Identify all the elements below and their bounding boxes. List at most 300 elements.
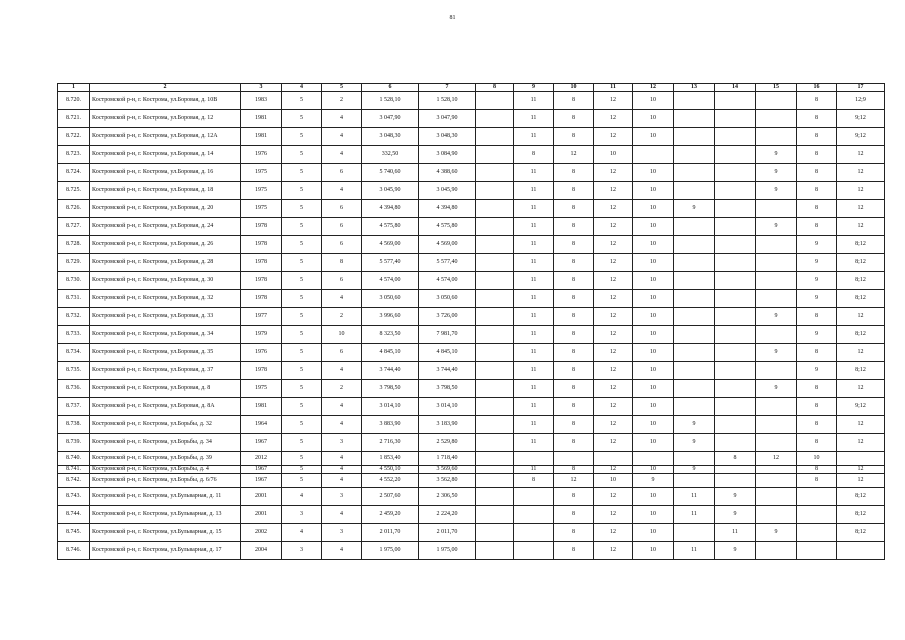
table-cell bbox=[674, 146, 715, 164]
table-cell: 8 bbox=[322, 254, 362, 272]
table-cell: 8 bbox=[715, 452, 756, 466]
table-cell: 2 459,20 bbox=[362, 506, 419, 524]
table-cell bbox=[756, 542, 797, 560]
table-cell: 12;9 bbox=[837, 92, 885, 110]
table-cell: 3 050,60 bbox=[362, 290, 419, 308]
table-cell: 4 bbox=[322, 398, 362, 416]
table-cell: 1 975,00 bbox=[362, 542, 419, 560]
address-cell: Костромской р-н, г. Кострома, ул.Борьбы, д. 4 bbox=[90, 466, 241, 474]
table-cell: 8 bbox=[797, 182, 837, 200]
table-cell: 1978 bbox=[241, 218, 282, 236]
table-cell: 12 bbox=[594, 218, 633, 236]
table-cell: 10 bbox=[594, 474, 633, 488]
table-cell: 2 bbox=[322, 380, 362, 398]
table-cell: 332,50 bbox=[362, 146, 419, 164]
table-cell: 10 bbox=[633, 326, 674, 344]
table-cell: 3 996,60 bbox=[362, 308, 419, 326]
row-number-cell: 8.735. bbox=[58, 362, 90, 380]
address-cell: Костромской р-н, г. Кострома, ул.Бульварная, д. 15 bbox=[90, 524, 241, 542]
table-cell: 9;12 bbox=[837, 398, 885, 416]
table-cell: 5 bbox=[282, 308, 322, 326]
row-number-cell: 8.738. bbox=[58, 416, 90, 434]
table-cell: 1964 bbox=[241, 416, 282, 434]
table-cell: 1975 bbox=[241, 200, 282, 218]
address-cell: Костромской р-н, г. Кострома, ул.Боровая, д. 32 bbox=[90, 290, 241, 308]
table-cell: 4 bbox=[322, 466, 362, 474]
table-cell bbox=[476, 200, 514, 218]
table-cell: 5 bbox=[282, 128, 322, 146]
table-cell: 9 bbox=[756, 344, 797, 362]
table-row bbox=[58, 218, 885, 236]
table-cell: 8 bbox=[797, 474, 837, 488]
table-cell: 8 bbox=[797, 110, 837, 128]
table-cell: 1975 bbox=[241, 182, 282, 200]
table-cell: 3 014,10 bbox=[362, 398, 419, 416]
table-cell: 8 bbox=[554, 128, 594, 146]
table-cell: 10 bbox=[633, 488, 674, 506]
table-row bbox=[58, 416, 885, 434]
address-cell: Костромской р-н, г. Кострома, ул.Бульварная, д. 17 bbox=[90, 542, 241, 560]
row-number-cell: 8.723. bbox=[58, 146, 90, 164]
table-cell: 3 744,40 bbox=[362, 362, 419, 380]
table-cell: 8 bbox=[554, 272, 594, 290]
table-cell: 8;12 bbox=[837, 290, 885, 308]
table-cell: 3 048,30 bbox=[362, 128, 419, 146]
column-header: 17 bbox=[837, 84, 885, 92]
table-cell: 12 bbox=[837, 218, 885, 236]
table-cell: 10 bbox=[633, 236, 674, 254]
row-number-cell: 8.742. bbox=[58, 474, 90, 488]
table-cell: 11 bbox=[514, 254, 554, 272]
table-cell bbox=[756, 200, 797, 218]
table-cell: 9 bbox=[674, 416, 715, 434]
table-cell: 5 bbox=[282, 200, 322, 218]
address-cell: Костромской р-н, г. Кострома, ул.Боровая, д. 35 bbox=[90, 344, 241, 362]
table-cell: 10 bbox=[633, 218, 674, 236]
table-cell bbox=[756, 236, 797, 254]
table-cell: 8 bbox=[554, 398, 594, 416]
table-cell: 4 bbox=[322, 506, 362, 524]
table-cell: 8;12 bbox=[837, 506, 885, 524]
table-cell: 1 975,00 bbox=[419, 542, 476, 560]
table-cell: 10 bbox=[633, 200, 674, 218]
column-header: 4 bbox=[282, 84, 322, 92]
table-row bbox=[58, 326, 885, 344]
table-cell: 9 bbox=[797, 272, 837, 290]
table-cell: 8 bbox=[554, 362, 594, 380]
address-cell: Костромской р-н, г. Кострома, ул.Боровая, д. 12А bbox=[90, 128, 241, 146]
address-cell: Костромской р-н, г. Кострома, ул.Боровая, д. 18 bbox=[90, 182, 241, 200]
table-cell: 11 bbox=[514, 92, 554, 110]
table-cell bbox=[476, 110, 514, 128]
table-cell: 9 bbox=[797, 290, 837, 308]
row-number-cell: 8.733. bbox=[58, 326, 90, 344]
table-cell: 5 bbox=[282, 452, 322, 466]
table-cell: 5 bbox=[282, 182, 322, 200]
table-cell: 1 528,10 bbox=[419, 92, 476, 110]
table-cell: 11 bbox=[514, 110, 554, 128]
table-cell bbox=[476, 474, 514, 488]
table-cell bbox=[674, 254, 715, 272]
table-cell: 10 bbox=[633, 128, 674, 146]
column-header: 13 bbox=[674, 84, 715, 92]
table-cell: 3 047,90 bbox=[419, 110, 476, 128]
table-cell: 2 bbox=[322, 92, 362, 110]
table-cell: 2 529,80 bbox=[419, 434, 476, 452]
table-cell: 5 577,40 bbox=[419, 254, 476, 272]
row-number-cell: 8.740. bbox=[58, 452, 90, 466]
table-cell: 12 bbox=[756, 452, 797, 466]
table-cell: 12 bbox=[594, 290, 633, 308]
table-cell: 12 bbox=[837, 416, 885, 434]
table-row bbox=[58, 434, 885, 452]
table-cell: 1976 bbox=[241, 146, 282, 164]
table-cell bbox=[554, 452, 594, 466]
table-cell bbox=[674, 128, 715, 146]
table-cell: 12 bbox=[594, 182, 633, 200]
table-cell: 8;12 bbox=[837, 488, 885, 506]
table-cell: 10 bbox=[633, 416, 674, 434]
row-number-cell: 8.721. bbox=[58, 110, 90, 128]
table-cell bbox=[476, 164, 514, 182]
table-row bbox=[58, 164, 885, 182]
table-cell: 4 569,00 bbox=[362, 236, 419, 254]
table-cell: 11 bbox=[674, 506, 715, 524]
table-cell: 10 bbox=[322, 326, 362, 344]
table-cell: 3 183,90 bbox=[419, 416, 476, 434]
row-number-cell: 8.731. bbox=[58, 290, 90, 308]
table-cell bbox=[674, 344, 715, 362]
table-cell bbox=[674, 272, 715, 290]
table-cell: 11 bbox=[514, 398, 554, 416]
table-cell: 12 bbox=[594, 380, 633, 398]
table-cell bbox=[674, 474, 715, 488]
table-cell: 1967 bbox=[241, 434, 282, 452]
table-cell: 12 bbox=[594, 326, 633, 344]
table-cell: 1975 bbox=[241, 380, 282, 398]
table-cell: 10 bbox=[633, 524, 674, 542]
table-cell: 8 bbox=[554, 218, 594, 236]
table-cell: 12 bbox=[554, 146, 594, 164]
table-cell: 12 bbox=[594, 110, 633, 128]
table-cell bbox=[476, 146, 514, 164]
table-cell: 8 bbox=[554, 466, 594, 474]
table-cell: 4 bbox=[322, 128, 362, 146]
table-cell bbox=[715, 326, 756, 344]
table-cell bbox=[797, 506, 837, 524]
table-cell: 8 bbox=[554, 236, 594, 254]
table-cell: 5 bbox=[282, 236, 322, 254]
table-row bbox=[58, 272, 885, 290]
table-cell: 4 550,10 bbox=[362, 466, 419, 474]
column-header: 9 bbox=[514, 84, 554, 92]
table-cell: 8 bbox=[554, 200, 594, 218]
table-cell: 12 bbox=[594, 416, 633, 434]
table-cell: 4 bbox=[322, 110, 362, 128]
table-cell: 4 575,80 bbox=[419, 218, 476, 236]
table-cell: 8 bbox=[797, 344, 837, 362]
table-cell: 8 bbox=[554, 506, 594, 524]
table-cell bbox=[715, 344, 756, 362]
table-cell: 8 bbox=[554, 434, 594, 452]
table-cell: 11 bbox=[514, 128, 554, 146]
table-cell: 4 574,00 bbox=[362, 272, 419, 290]
table-cell: 12 bbox=[594, 254, 633, 272]
table-cell bbox=[476, 542, 514, 560]
table-cell: 5 bbox=[282, 380, 322, 398]
table-cell: 12 bbox=[594, 164, 633, 182]
table-cell: 8;12 bbox=[837, 236, 885, 254]
column-header: 11 bbox=[594, 84, 633, 92]
table-cell: 4 845,10 bbox=[362, 344, 419, 362]
address-cell: Костромской р-н, г. Кострома, ул.Боровая, д. 10В bbox=[90, 92, 241, 110]
table-cell: 10 bbox=[633, 506, 674, 524]
table-cell: 12 bbox=[594, 466, 633, 474]
table-cell: 3 562,80 bbox=[419, 474, 476, 488]
table-cell bbox=[756, 398, 797, 416]
table-cell: 11 bbox=[514, 344, 554, 362]
table-cell bbox=[797, 524, 837, 542]
table-cell: 8 bbox=[554, 254, 594, 272]
table-cell bbox=[756, 506, 797, 524]
table-cell: 12 bbox=[594, 434, 633, 452]
table-cell: 5 577,40 bbox=[362, 254, 419, 272]
table-cell: 10 bbox=[633, 466, 674, 474]
column-header: 6 bbox=[362, 84, 419, 92]
table-cell: 8 bbox=[797, 218, 837, 236]
table-cell bbox=[756, 466, 797, 474]
table-cell: 4 bbox=[282, 524, 322, 542]
table-cell: 8 bbox=[514, 474, 554, 488]
address-cell: Костромской р-н, г. Кострома, ул.Боровая, д. 8 bbox=[90, 380, 241, 398]
table-cell: 10 bbox=[594, 146, 633, 164]
address-cell: Костромской р-н, г. Кострома, ул.Боровая, д. 16 bbox=[90, 164, 241, 182]
table-cell: 8 bbox=[797, 164, 837, 182]
table-cell: 10 bbox=[633, 362, 674, 380]
table-cell: 11 bbox=[674, 488, 715, 506]
column-header: 1 bbox=[58, 84, 90, 92]
table-cell: 1978 bbox=[241, 290, 282, 308]
table-cell bbox=[674, 290, 715, 308]
table-cell bbox=[715, 308, 756, 326]
table-cell: 12 bbox=[594, 344, 633, 362]
address-cell: Костромской р-н, г. Кострома, ул.Боровая, д. 26 bbox=[90, 236, 241, 254]
table-cell: 8 bbox=[797, 92, 837, 110]
table-cell: 4 552,20 bbox=[362, 474, 419, 488]
table-cell: 5 bbox=[282, 434, 322, 452]
table-cell: 8 bbox=[797, 380, 837, 398]
table-cell: 6 bbox=[322, 200, 362, 218]
table-cell bbox=[715, 92, 756, 110]
table-cell bbox=[476, 326, 514, 344]
table-cell: 8;12 bbox=[837, 326, 885, 344]
table-cell: 12 bbox=[594, 128, 633, 146]
table-cell: 3 798,50 bbox=[419, 380, 476, 398]
table-cell: 4 574,00 bbox=[419, 272, 476, 290]
row-number-cell: 8.744. bbox=[58, 506, 90, 524]
table-cell: 9 bbox=[756, 218, 797, 236]
table-cell bbox=[476, 254, 514, 272]
table-cell: 10 bbox=[633, 398, 674, 416]
table-cell: 11 bbox=[715, 524, 756, 542]
column-header: 7 bbox=[419, 84, 476, 92]
table-cell: 12 bbox=[594, 362, 633, 380]
page-number: 81 bbox=[449, 15, 456, 21]
table-cell bbox=[476, 290, 514, 308]
table-cell bbox=[514, 506, 554, 524]
table-cell bbox=[674, 182, 715, 200]
table-cell bbox=[756, 128, 797, 146]
table-cell: 9 bbox=[756, 308, 797, 326]
table-cell: 11 bbox=[514, 290, 554, 308]
table-cell: 5 bbox=[282, 146, 322, 164]
housing-registry-table bbox=[57, 83, 885, 560]
table-row bbox=[58, 488, 885, 506]
table-row bbox=[58, 542, 885, 560]
table-cell: 10 bbox=[633, 254, 674, 272]
row-number-cell: 8.720. bbox=[58, 92, 90, 110]
table-cell: 8 bbox=[797, 200, 837, 218]
table-cell: 8 bbox=[797, 308, 837, 326]
table-cell: 9 bbox=[674, 466, 715, 474]
table-cell: 5 bbox=[282, 290, 322, 308]
table-cell: 8 bbox=[554, 182, 594, 200]
address-cell: Костромской р-н, г. Кострома, ул.Бульварная, д. 13 bbox=[90, 506, 241, 524]
table-cell: 8 bbox=[554, 524, 594, 542]
table-cell: 9 bbox=[674, 200, 715, 218]
table-cell bbox=[674, 308, 715, 326]
table-cell: 5 bbox=[282, 398, 322, 416]
table-cell bbox=[476, 308, 514, 326]
address-cell: Костромской р-н, г. Кострома, ул.Боровая, д. 34 bbox=[90, 326, 241, 344]
table-cell bbox=[715, 272, 756, 290]
table-cell: 1978 bbox=[241, 236, 282, 254]
address-cell: Костромской р-н, г. Кострома, ул.Борьбы, д. 6/76 bbox=[90, 474, 241, 488]
table-cell: 12 bbox=[837, 164, 885, 182]
table-cell: 12 bbox=[594, 92, 633, 110]
table-cell: 1978 bbox=[241, 254, 282, 272]
table-cell: 9 bbox=[715, 506, 756, 524]
table-cell: 8 bbox=[797, 434, 837, 452]
table-cell: 4 388,60 bbox=[419, 164, 476, 182]
row-number-cell: 8.739. bbox=[58, 434, 90, 452]
table-cell: 12 bbox=[594, 488, 633, 506]
table-row bbox=[58, 524, 885, 542]
table-cell: 9 bbox=[797, 236, 837, 254]
row-number-cell: 8.730. bbox=[58, 272, 90, 290]
table-cell: 8 bbox=[554, 308, 594, 326]
table-cell: 12 bbox=[837, 474, 885, 488]
table-cell: 2001 bbox=[241, 488, 282, 506]
table-cell: 6 bbox=[322, 344, 362, 362]
column-header: 8 bbox=[476, 84, 514, 92]
table-row bbox=[58, 92, 885, 110]
table-cell: 12 bbox=[837, 308, 885, 326]
table-row bbox=[58, 146, 885, 164]
table-cell bbox=[715, 254, 756, 272]
table-cell bbox=[674, 398, 715, 416]
table-cell: 11 bbox=[514, 434, 554, 452]
table-cell: 11 bbox=[514, 362, 554, 380]
table-cell: 1967 bbox=[241, 474, 282, 488]
table-cell: 11 bbox=[514, 380, 554, 398]
table-cell: 4 bbox=[322, 290, 362, 308]
table-cell: 10 bbox=[633, 92, 674, 110]
table-cell bbox=[756, 326, 797, 344]
table-cell: 11 bbox=[514, 272, 554, 290]
table-cell: 9;12 bbox=[837, 110, 885, 128]
column-header: 2 bbox=[90, 84, 241, 92]
table-cell bbox=[674, 524, 715, 542]
table-cell: 11 bbox=[514, 308, 554, 326]
table-cell: 11 bbox=[514, 164, 554, 182]
table-cell: 4 394,80 bbox=[362, 200, 419, 218]
table-cell: 1976 bbox=[241, 344, 282, 362]
table-cell: 3 050,60 bbox=[419, 290, 476, 308]
table-cell bbox=[837, 542, 885, 560]
table-cell: 9 bbox=[756, 164, 797, 182]
table-cell bbox=[674, 218, 715, 236]
table-cell: 8 bbox=[554, 164, 594, 182]
table-cell: 10 bbox=[633, 344, 674, 362]
table-row bbox=[58, 200, 885, 218]
row-number-cell: 8.741. bbox=[58, 466, 90, 474]
table-cell bbox=[715, 218, 756, 236]
table-cell bbox=[674, 452, 715, 466]
table-cell bbox=[715, 398, 756, 416]
table-cell: 3 bbox=[322, 524, 362, 542]
table-row bbox=[58, 182, 885, 200]
table-cell: 12 bbox=[594, 308, 633, 326]
table-cell: 4 bbox=[322, 146, 362, 164]
table-cell: 1981 bbox=[241, 128, 282, 146]
table-row bbox=[58, 452, 885, 466]
table-cell: 4 569,00 bbox=[419, 236, 476, 254]
table-cell bbox=[715, 146, 756, 164]
table-cell: 3 744,40 bbox=[419, 362, 476, 380]
table-cell bbox=[476, 182, 514, 200]
table-cell: 10 bbox=[633, 110, 674, 128]
row-number-cell: 8.722. bbox=[58, 128, 90, 146]
table-cell: 12 bbox=[837, 200, 885, 218]
table-cell bbox=[476, 218, 514, 236]
table-cell: 2002 bbox=[241, 524, 282, 542]
table-cell bbox=[674, 362, 715, 380]
table-cell: 6 bbox=[322, 218, 362, 236]
table-cell: 1977 bbox=[241, 308, 282, 326]
row-number-cell: 8.724. bbox=[58, 164, 90, 182]
table-cell: 2 011,70 bbox=[362, 524, 419, 542]
table-cell: 5 bbox=[282, 326, 322, 344]
table-cell: 3 bbox=[322, 488, 362, 506]
column-header: 3 bbox=[241, 84, 282, 92]
row-number-cell: 8.743. bbox=[58, 488, 90, 506]
address-cell: Костромской р-н, г. Кострома, ул.Борьбы, д. 32 bbox=[90, 416, 241, 434]
table-cell: 9 bbox=[715, 542, 756, 560]
table-cell: 1967 bbox=[241, 466, 282, 474]
table-cell: 4 bbox=[322, 362, 362, 380]
table-cell: 8 bbox=[554, 542, 594, 560]
table-cell: 12 bbox=[554, 474, 594, 488]
table-cell bbox=[715, 290, 756, 308]
table-cell: 3 084,90 bbox=[419, 146, 476, 164]
table-cell: 11 bbox=[514, 200, 554, 218]
table-cell: 1978 bbox=[241, 272, 282, 290]
table-cell: 3 048,30 bbox=[419, 128, 476, 146]
table-cell bbox=[715, 362, 756, 380]
table-cell: 5 bbox=[282, 362, 322, 380]
table-cell: 6 bbox=[322, 236, 362, 254]
